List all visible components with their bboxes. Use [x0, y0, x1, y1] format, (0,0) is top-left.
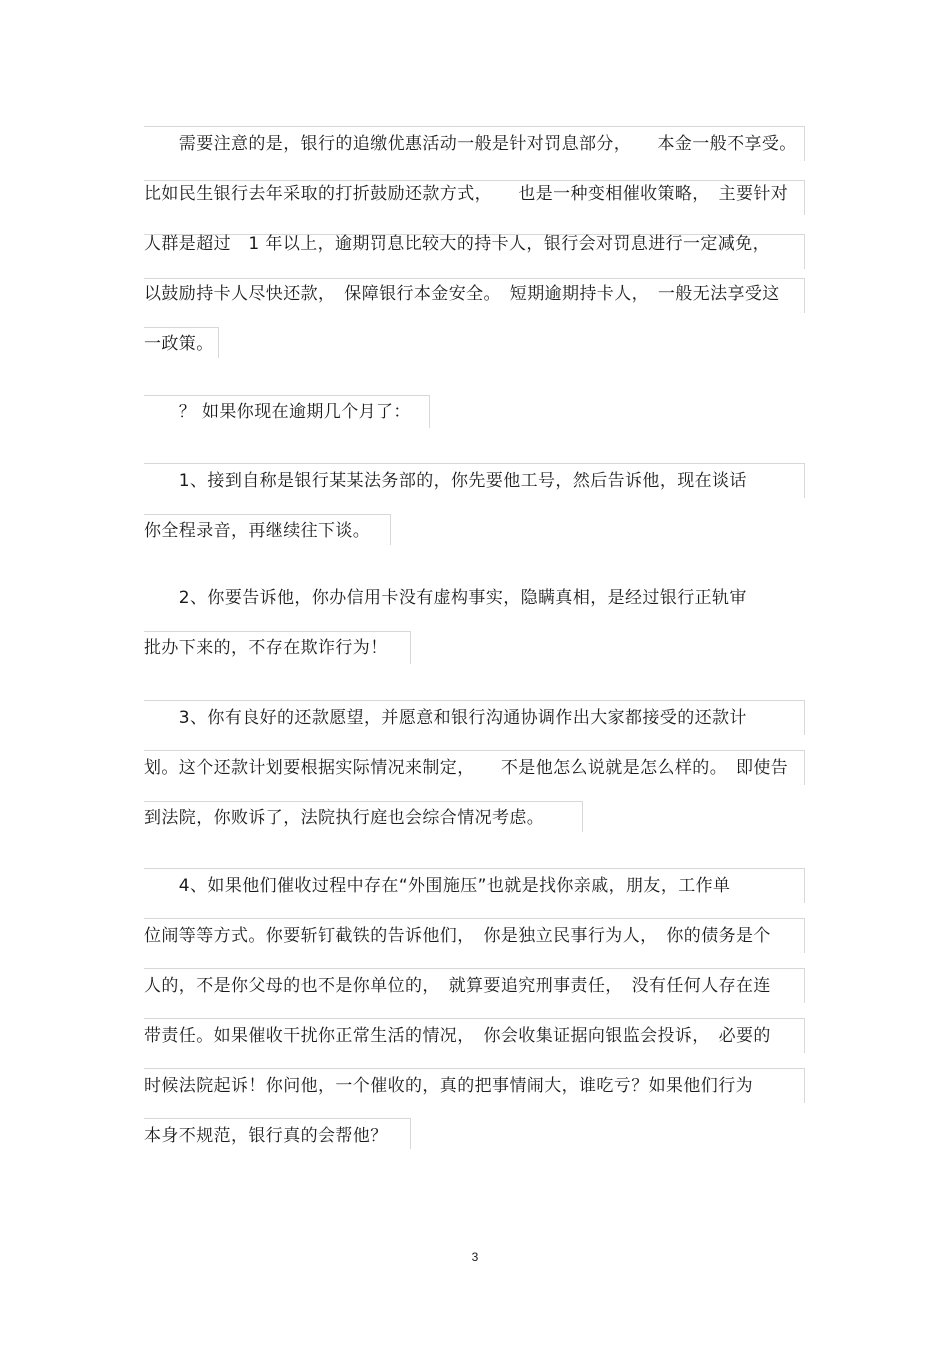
item-4-line-2: 位闹等等方式。你要斩钉截铁的告诉他们， 你是独立民事行为人， 你的债务是个: [144, 926, 771, 946]
item-3-line-2: 划。这个还款计划要根据实际情况来制定， 不是他怎么说就是怎么样的。 即使告: [144, 758, 789, 778]
item-4-line-6: 本身不规范，银行真的会帮他？: [144, 1126, 388, 1146]
item-4-line-5: 时候法院起诉！你问他，一个催收的，真的把事情闹大，谁吃亏？如果他们行为: [144, 1076, 753, 1096]
question-heading: ？ 如果你现在逾期几个月了：: [144, 402, 411, 422]
item-1-line-1: 1、接到自称是银行某某法务部的，你先要他工号，然后告诉他，现在谈话: [144, 471, 747, 491]
paragraph-1-line-1: 需要注意的是，银行的追缴优惠活动一般是针对罚息部分， 本金一般不享受。: [144, 134, 797, 154]
paragraph-1-line-4: 以鼓励持卡人尽快还款， 保障银行本金安全。 短期逾期持卡人， 一般无法享受这: [144, 284, 780, 304]
paragraph-1-line-2: 比如民生银行去年采取的打折鼓励还款方式， 也是一种变相催收策略， 主要针对: [144, 184, 789, 204]
paragraph-1-line-3: 人群是超过 1 年以上，逾期罚息比较大的持卡人，银行会对罚息进行一定减免，: [144, 234, 771, 254]
item-3-line-3: 到法院，你败诉了，法院执行庭也会综合情况考虑。: [144, 808, 545, 828]
item-3-line-1: 3、你有良好的还款愿望，并愿意和银行沟通协调作出大家都接受的还款计: [144, 708, 747, 728]
item-1-line-2: 你全程录音，再继续往下谈。: [144, 521, 371, 541]
page-number: 3: [471, 1250, 479, 1264]
item-4-line-4: 带责任。如果催收干扰你正常生活的情况， 你会收集证据向银监会投诉， 必要的: [144, 1026, 771, 1046]
item-2-line-1: 2、你要告诉他，你办信用卡没有虚构事实，隐瞒真相，是经过银行正轨审: [144, 588, 747, 608]
paragraph-1-line-5: 一政策。: [144, 334, 214, 354]
item-4-line-3: 人的，不是你父母的也不是你单位的， 就算要追究刑事责任， 没有任何人存在连: [144, 976, 771, 996]
item-4-line-1: 4、如果他们催收过程中存在“外围施压”也就是找你亲戚，朋友，工作单: [144, 876, 731, 896]
item-2-line-2: 批办下来的，不存在欺诈行为！: [144, 638, 388, 658]
